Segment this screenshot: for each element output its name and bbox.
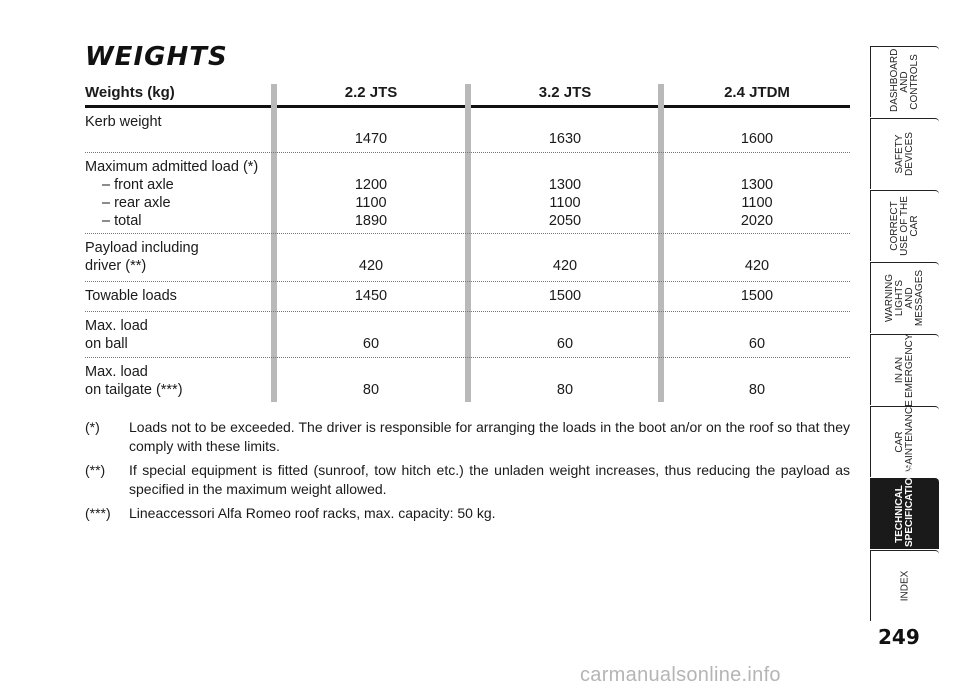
table-cell: 1300 1100 2050	[548, 177, 582, 229]
sub-label-rear-axle: – rear axle	[102, 195, 171, 211]
table-header-label: Weights (kg)	[85, 84, 175, 101]
row-label-max-admitted-load: Maximum admitted load (*) – front axle – rear axle – total	[85, 159, 259, 229]
table-cell: 1450	[354, 288, 388, 304]
table-cell: 60	[748, 336, 766, 352]
footnote: (*) Loads not to be exceeded. The driver is responsible for arranging the loads in the boot an/or on the roof so that they comply with these limits.	[85, 419, 850, 454]
table-cell: 1300 1100 2020	[740, 177, 774, 229]
row-separator	[85, 152, 850, 153]
table-cell: 1500	[548, 288, 582, 304]
table-cell: 1600	[740, 131, 774, 147]
row-separator	[85, 281, 850, 282]
table-cell: 80	[748, 382, 766, 398]
tab-safety-devices[interactable]: SAFETY DEVICES	[870, 118, 939, 189]
tab-index[interactable]: INDEX	[870, 550, 939, 621]
column-header-2-4-jtdm: 2.4 JTDM	[724, 84, 790, 101]
row-label-max-load-on-ball: Max. load on ball	[85, 318, 148, 352]
row-label-payload: Payload including driver (**)	[85, 240, 199, 274]
row-label-kerb-weight: Kerb weight	[85, 114, 162, 130]
table-cell: 60	[556, 336, 574, 352]
row-separator	[85, 311, 850, 312]
section-tabs	[870, 18, 938, 610]
table-cell: 420	[358, 258, 384, 274]
footnote: (***) Lineaccessori Alfa Romeo roof racks, max. capacity: 50 kg.	[85, 505, 496, 521]
table-cell: 80	[362, 382, 380, 398]
table-cell: 420	[744, 258, 770, 274]
row-label-max-load-on-tailgate: Max. load on tailgate (***)	[85, 364, 183, 398]
tab-correct-use-of-the-car[interactable]: CORRECT USE OF THE CAR	[870, 190, 939, 261]
watermark: carmanualsonline.info	[580, 664, 781, 686]
sub-label-front-axle: – front axle	[102, 177, 174, 193]
column-divider	[465, 84, 471, 402]
page-title: WEIGHTS	[85, 42, 228, 72]
table-cell: 420	[552, 258, 578, 274]
column-header-3-2-jts: 3.2 JTS	[538, 84, 592, 101]
sub-label-total: – total	[102, 213, 142, 229]
tab-car-maintenance[interactable]: CAR MAINTENANCE	[870, 406, 939, 477]
column-divider	[271, 84, 277, 402]
weights-table	[85, 78, 850, 403]
table-cell: 1470	[354, 131, 388, 147]
column-divider	[658, 84, 664, 402]
tab-in-an-emergency[interactable]: IN AN EMERGENCY	[870, 334, 939, 405]
tab-dashboard-and-controls[interactable]: DASHBOARD AND CONTROLS	[870, 46, 939, 117]
page-number: 249	[878, 625, 920, 649]
column-header-2-2-jts: 2.2 JTS	[344, 84, 398, 101]
row-label-towable-loads: Towable loads	[85, 288, 177, 304]
table-cell: 1200 1100 1890	[354, 177, 388, 229]
table-cell: 1630	[548, 131, 582, 147]
row-separator	[85, 233, 850, 234]
footnotes	[85, 418, 850, 528]
table-cell: 60	[362, 336, 380, 352]
table-cell: 1500	[740, 288, 774, 304]
table-cell: 80	[556, 382, 574, 398]
tab-warning-lights-and-messages[interactable]: WARNING LIGHTS AND MESSAGES	[870, 262, 939, 333]
footnote: (**) If special equipment is fitted (sunroof, tow hitch etc.) the unladen weight increases, thus reducing the payload as specified in the maximum weight allowed.	[85, 462, 850, 497]
tab-technical-specifications[interactable]: TECHNICAL SPECIFICATIONS	[870, 478, 939, 549]
row-separator	[85, 357, 850, 358]
